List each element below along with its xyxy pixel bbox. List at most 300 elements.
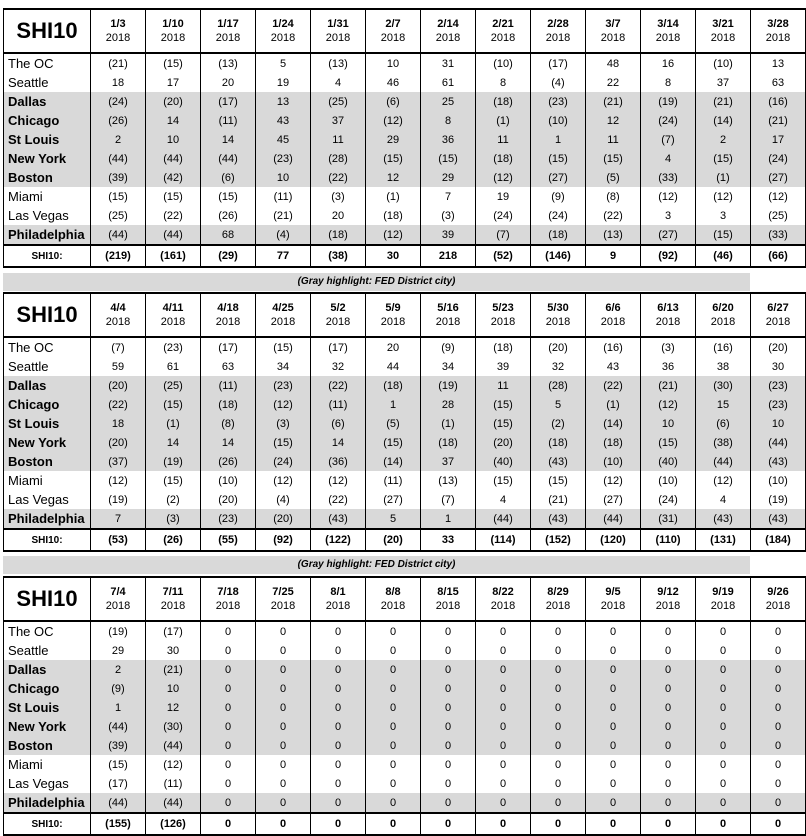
value-cell: 39 — [476, 357, 531, 376]
value-cell: (6) — [201, 168, 256, 187]
value-cell: (3) — [421, 206, 476, 225]
value-cell: (17) — [201, 337, 256, 357]
value-cell: 0 — [311, 641, 366, 660]
value-cell: (44) — [146, 225, 201, 245]
city-name: Chicago — [4, 111, 91, 130]
value-cell: 0 — [421, 660, 476, 679]
value-cell: 0 — [201, 793, 256, 813]
value-cell: (24) — [641, 111, 696, 130]
value-cell: 0 — [476, 755, 531, 774]
year-label: 2018 — [215, 32, 241, 44]
value-cell: 0 — [696, 698, 751, 717]
year-label: 2018 — [655, 316, 681, 328]
value-cell: (12) — [256, 471, 311, 490]
date-header — [531, 9, 586, 53]
value-cell: 0 — [586, 660, 641, 679]
total-cell: 0 — [311, 813, 366, 835]
value-cell: (33) — [641, 168, 696, 187]
value-cell: (15) — [256, 433, 311, 452]
value-cell: (43) — [311, 509, 366, 529]
city-name: Las Vegas — [4, 490, 91, 509]
value-cell: 0 — [531, 679, 586, 698]
date-label: 5/9 — [385, 302, 401, 314]
value-cell: 38 — [696, 357, 751, 376]
date-header — [641, 9, 696, 53]
date-header — [201, 577, 256, 621]
value-cell: 20 — [201, 73, 256, 92]
value-cell: (26) — [91, 111, 146, 130]
year-label: 2018 — [765, 316, 791, 328]
value-cell: (17) — [146, 621, 201, 641]
value-cell: (22) — [586, 376, 641, 395]
total-cell: (38) — [311, 245, 366, 267]
value-cell: (27) — [366, 490, 421, 509]
total-cell: 0 — [421, 813, 476, 835]
value-cell: (1) — [476, 111, 531, 130]
date-label: 2/7 — [385, 18, 401, 30]
value-cell: 0 — [256, 793, 311, 813]
value-cell: 0 — [366, 755, 421, 774]
value-cell: (10) — [696, 53, 751, 73]
date-label: 6/6 — [605, 302, 621, 314]
city-row — [4, 452, 806, 471]
total-cell: 0 — [696, 813, 751, 835]
value-cell: (10) — [751, 471, 806, 490]
date-header — [366, 577, 421, 621]
value-cell: (16) — [751, 92, 806, 111]
value-cell: 0 — [421, 679, 476, 698]
value-cell: (44) — [586, 509, 641, 529]
total-cell: 0 — [476, 813, 531, 835]
value-cell: 19 — [476, 187, 531, 206]
value-cell: 4 — [641, 149, 696, 168]
value-cell: 68 — [201, 225, 256, 245]
value-cell: (21) — [91, 53, 146, 73]
value-cell: (3) — [146, 509, 201, 529]
date-label: 8/29 — [547, 586, 569, 598]
value-cell: (23) — [256, 376, 311, 395]
value-cell: 0 — [201, 660, 256, 679]
city-row — [4, 337, 806, 357]
year-label: 2018 — [600, 32, 626, 44]
value-cell: (15) — [476, 395, 531, 414]
year-label: 2018 — [765, 600, 791, 612]
date-header — [366, 293, 421, 337]
value-cell: 1 — [421, 509, 476, 529]
value-cell: 0 — [751, 679, 806, 698]
value-cell: (13) — [586, 225, 641, 245]
year-label: 2018 — [490, 600, 516, 612]
value-cell: (1) — [146, 414, 201, 433]
value-cell: (16) — [696, 337, 751, 357]
value-cell: (22) — [586, 206, 641, 225]
city-name: Miami — [4, 471, 91, 490]
date-label: 6/27 — [767, 302, 789, 314]
value-cell: 0 — [256, 621, 311, 641]
city-row — [4, 755, 806, 774]
year-label: 2018 — [325, 316, 351, 328]
value-cell: (19) — [91, 621, 146, 641]
date-label: 5/2 — [330, 302, 346, 314]
city-name: Dallas — [4, 660, 91, 679]
value-cell: 0 — [311, 736, 366, 755]
value-cell: 7 — [91, 509, 146, 529]
value-cell: (36) — [311, 452, 366, 471]
total-cell: (152) — [531, 529, 586, 551]
value-cell: 0 — [311, 679, 366, 698]
shi10-table-q2 — [3, 292, 806, 552]
value-cell: 10 — [366, 53, 421, 73]
value-cell: 13 — [751, 53, 806, 73]
year-label: 2018 — [710, 32, 736, 44]
value-cell: (16) — [586, 337, 641, 357]
value-cell: (15) — [201, 187, 256, 206]
date-label: 1/24 — [272, 18, 294, 30]
year-label: 2018 — [490, 32, 516, 44]
city-name: The OC — [4, 621, 91, 641]
total-cell: (92) — [641, 245, 696, 267]
date-label: 3/28 — [767, 18, 789, 30]
value-cell: 0 — [311, 793, 366, 813]
value-cell: (20) — [256, 509, 311, 529]
total-cell: 33 — [421, 529, 476, 551]
value-cell: (11) — [366, 471, 421, 490]
value-cell: 0 — [311, 755, 366, 774]
total-row — [4, 529, 806, 551]
table-title: SHI10 — [4, 9, 91, 53]
value-cell: 2 — [91, 130, 146, 149]
city-name: Miami — [4, 187, 91, 206]
value-cell: 61 — [146, 357, 201, 376]
city-row — [4, 660, 806, 679]
value-cell: 8 — [421, 111, 476, 130]
value-cell: (9) — [531, 187, 586, 206]
date-label: 3/14 — [657, 18, 679, 30]
date-header — [311, 577, 366, 621]
value-cell: 12 — [366, 168, 421, 187]
value-cell: (24) — [256, 452, 311, 471]
value-cell: (20) — [751, 337, 806, 357]
date-header — [476, 293, 531, 337]
city-row — [4, 111, 806, 130]
total-cell: 218 — [421, 245, 476, 267]
value-cell: (2) — [146, 490, 201, 509]
value-cell: 37 — [696, 73, 751, 92]
value-cell: 20 — [311, 206, 366, 225]
city-row — [4, 376, 806, 395]
value-cell: 0 — [586, 679, 641, 698]
date-header — [696, 293, 751, 337]
value-cell: 0 — [641, 774, 696, 793]
city-name: Philadelphia — [4, 509, 91, 529]
value-cell: (17) — [531, 53, 586, 73]
total-cell: 30 — [366, 245, 421, 267]
city-name: Dallas — [4, 376, 91, 395]
value-cell: (13) — [421, 471, 476, 490]
value-cell: 0 — [531, 736, 586, 755]
city-row — [4, 717, 806, 736]
value-cell: 0 — [476, 660, 531, 679]
year-label: 2018 — [545, 316, 571, 328]
value-cell: (12) — [91, 471, 146, 490]
date-header — [91, 577, 146, 621]
value-cell: 0 — [421, 755, 476, 774]
value-cell: (15) — [696, 149, 751, 168]
value-cell: 0 — [201, 621, 256, 641]
year-label: 2018 — [270, 316, 296, 328]
value-cell: 0 — [311, 717, 366, 736]
year-label: 2018 — [160, 32, 186, 44]
value-cell: (19) — [421, 376, 476, 395]
value-cell: 0 — [421, 736, 476, 755]
value-cell: (19) — [641, 92, 696, 111]
city-row — [4, 92, 806, 111]
value-cell: 0 — [531, 621, 586, 641]
value-cell: 22 — [586, 73, 641, 92]
value-cell: (12) — [696, 471, 751, 490]
value-cell: (4) — [256, 490, 311, 509]
value-cell: 2 — [696, 130, 751, 149]
year-label: 2018 — [105, 600, 131, 612]
value-cell: (2) — [531, 414, 586, 433]
value-cell: (43) — [696, 509, 751, 529]
value-cell: 43 — [586, 357, 641, 376]
year-label: 2018 — [380, 32, 406, 44]
city-name: Dallas — [4, 92, 91, 111]
date-label: 4/4 — [110, 302, 126, 314]
value-cell: 0 — [531, 717, 586, 736]
value-cell: 36 — [421, 130, 476, 149]
year-label: 2018 — [435, 32, 461, 44]
value-cell: (30) — [696, 376, 751, 395]
date-label: 9/26 — [767, 586, 789, 598]
value-cell: (3) — [256, 414, 311, 433]
value-cell: 5 — [366, 509, 421, 529]
value-cell: 14 — [146, 111, 201, 130]
total-cell: (110) — [641, 529, 696, 551]
value-cell: 0 — [696, 641, 751, 660]
value-cell: 0 — [641, 621, 696, 641]
value-cell: 0 — [256, 774, 311, 793]
value-cell: 0 — [256, 717, 311, 736]
value-cell: 63 — [751, 73, 806, 92]
value-cell: 0 — [476, 621, 531, 641]
value-cell: 0 — [256, 755, 311, 774]
value-cell: 0 — [696, 660, 751, 679]
year-label: 2018 — [435, 316, 461, 328]
value-cell: 0 — [751, 736, 806, 755]
value-cell: 20 — [366, 337, 421, 357]
value-cell: (44) — [751, 433, 806, 452]
value-cell: 0 — [586, 755, 641, 774]
value-cell: (33) — [751, 225, 806, 245]
value-cell: 0 — [696, 793, 751, 813]
value-cell: 48 — [586, 53, 641, 73]
date-label: 1/10 — [162, 18, 184, 30]
value-cell: 0 — [421, 641, 476, 660]
date-label: 5/16 — [437, 302, 459, 314]
total-cell: 0 — [586, 813, 641, 835]
value-cell: (11) — [201, 111, 256, 130]
date-header — [751, 577, 806, 621]
total-cell: (161) — [146, 245, 201, 267]
value-cell: (39) — [91, 736, 146, 755]
date-header — [641, 293, 696, 337]
date-header — [696, 9, 751, 53]
date-header — [201, 9, 256, 53]
value-cell: 0 — [421, 698, 476, 717]
year-label: 2018 — [655, 600, 681, 612]
value-cell: 0 — [696, 717, 751, 736]
value-cell: (27) — [531, 168, 586, 187]
value-cell: 18 — [91, 414, 146, 433]
value-cell: 61 — [421, 73, 476, 92]
value-cell: 16 — [641, 53, 696, 73]
total-cell: (66) — [751, 245, 806, 267]
value-cell: 0 — [256, 660, 311, 679]
value-cell: (7) — [421, 490, 476, 509]
date-label: 7/11 — [162, 586, 184, 598]
city-row — [4, 73, 806, 92]
value-cell: 0 — [586, 774, 641, 793]
value-cell: (31) — [641, 509, 696, 529]
year-label: 2018 — [325, 600, 351, 612]
value-cell: 12 — [586, 111, 641, 130]
value-cell: 0 — [531, 641, 586, 660]
total-cell: (146) — [531, 245, 586, 267]
value-cell: (43) — [531, 452, 586, 471]
date-header — [586, 9, 641, 53]
date-label: 4/11 — [162, 302, 184, 314]
value-cell: (20) — [146, 92, 201, 111]
value-cell: 15 — [696, 395, 751, 414]
value-cell: (22) — [311, 168, 366, 187]
value-cell: 32 — [311, 357, 366, 376]
value-cell: (12) — [366, 225, 421, 245]
value-cell: 32 — [531, 357, 586, 376]
value-cell: 0 — [751, 774, 806, 793]
value-cell: (44) — [91, 149, 146, 168]
value-cell: (11) — [311, 395, 366, 414]
value-cell: (27) — [641, 225, 696, 245]
city-name: St Louis — [4, 130, 91, 149]
value-cell: (1) — [421, 414, 476, 433]
value-cell: (44) — [91, 793, 146, 813]
value-cell: (4) — [256, 225, 311, 245]
value-cell: 0 — [421, 793, 476, 813]
total-cell: (46) — [696, 245, 751, 267]
value-cell: 0 — [531, 793, 586, 813]
value-cell: (15) — [421, 149, 476, 168]
value-cell: 0 — [751, 660, 806, 679]
city-name: St Louis — [4, 414, 91, 433]
value-cell: (22) — [91, 395, 146, 414]
value-cell: (44) — [696, 452, 751, 471]
date-label: 2/14 — [437, 18, 459, 30]
date-header — [476, 577, 531, 621]
value-cell: 0 — [366, 736, 421, 755]
value-cell: (25) — [751, 206, 806, 225]
date-label: 3/21 — [712, 18, 734, 30]
value-cell: (11) — [146, 774, 201, 793]
value-cell: 0 — [586, 717, 641, 736]
value-cell: 10 — [751, 414, 806, 433]
value-cell: (14) — [696, 111, 751, 130]
value-cell: (15) — [696, 225, 751, 245]
city-row — [4, 509, 806, 529]
city-row — [4, 698, 806, 717]
value-cell: 19 — [256, 73, 311, 92]
value-cell: (12) — [311, 471, 366, 490]
value-cell: 0 — [201, 774, 256, 793]
value-cell: 11 — [476, 376, 531, 395]
date-label: 4/25 — [272, 302, 294, 314]
value-cell: (44) — [91, 717, 146, 736]
total-cell: (126) — [146, 813, 201, 835]
date-label: 2/21 — [492, 18, 514, 30]
value-cell: (20) — [91, 376, 146, 395]
value-cell: 0 — [641, 793, 696, 813]
city-name: Philadelphia — [4, 793, 91, 813]
date-header — [751, 293, 806, 337]
total-cell: (52) — [476, 245, 531, 267]
value-cell: 43 — [256, 111, 311, 130]
date-header — [586, 577, 641, 621]
value-cell: (21) — [146, 660, 201, 679]
total-cell: (92) — [256, 529, 311, 551]
value-cell: 0 — [366, 774, 421, 793]
value-cell: 0 — [311, 621, 366, 641]
value-cell: (18) — [531, 225, 586, 245]
value-cell: 0 — [586, 793, 641, 813]
fed-highlight-note: (Gray highlight: FED District city) — [3, 556, 750, 574]
value-cell: (22) — [311, 490, 366, 509]
value-cell: (44) — [146, 793, 201, 813]
value-cell: (7) — [91, 337, 146, 357]
value-cell: (7) — [641, 130, 696, 149]
date-header — [201, 293, 256, 337]
value-cell: 46 — [366, 73, 421, 92]
table-title: SHI10 — [4, 293, 91, 337]
city-row — [4, 433, 806, 452]
value-cell: 14 — [201, 433, 256, 452]
value-cell: (4) — [531, 73, 586, 92]
value-cell: 11 — [586, 130, 641, 149]
year-label: 2018 — [380, 600, 406, 612]
year-label: 2018 — [380, 316, 406, 328]
date-label: 8/15 — [437, 586, 459, 598]
value-cell: 14 — [146, 433, 201, 452]
date-label: 9/12 — [657, 586, 679, 598]
value-cell: (28) — [531, 376, 586, 395]
value-cell: 0 — [751, 755, 806, 774]
value-cell: 0 — [256, 698, 311, 717]
city-name: Seattle — [4, 641, 91, 660]
total-cell: (131) — [696, 529, 751, 551]
value-cell: (39) — [91, 168, 146, 187]
value-cell: (12) — [586, 471, 641, 490]
year-label: 2018 — [600, 316, 626, 328]
value-cell: 29 — [421, 168, 476, 187]
year-label: 2018 — [765, 32, 791, 44]
value-cell: (15) — [146, 187, 201, 206]
value-cell: 34 — [421, 357, 476, 376]
value-cell: 10 — [146, 679, 201, 698]
year-label: 2018 — [160, 600, 186, 612]
city-name: The OC — [4, 53, 91, 73]
value-cell: 2 — [91, 660, 146, 679]
year-label: 2018 — [545, 600, 571, 612]
